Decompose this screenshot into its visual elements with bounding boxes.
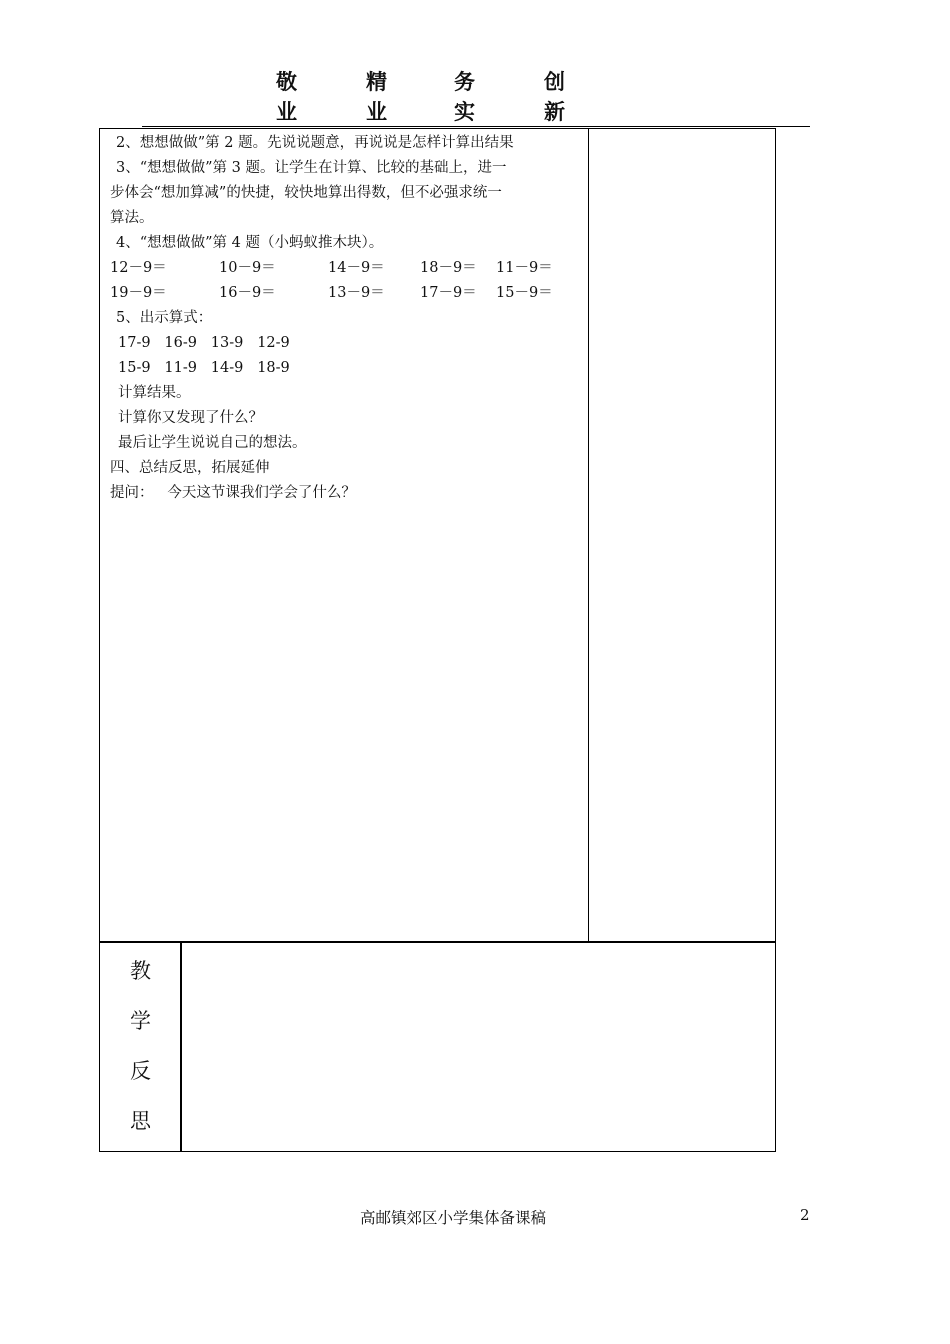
equation: 17－9＝ <box>420 285 477 301</box>
formulas-row-2: 15-9 11-9 14-9 18-9 <box>118 360 290 376</box>
equation: 11－9＝ <box>496 260 553 276</box>
item5-title: 5、出示算式： <box>116 310 213 326</box>
reflection-char: 学 <box>130 1009 151 1033</box>
header-word-3: 务实 <box>454 70 475 124</box>
footer-school: 高邮镇郊区小学集体备课稿 <box>360 1209 547 1227</box>
after-line-3: 最后让学生说说自己的想法。 <box>118 435 307 451</box>
reflection-char: 教 <box>130 959 151 983</box>
content-line-3: 步体会“想加算减”的快捷，较快地算出得数，但不必强求统一 <box>110 185 502 201</box>
equation: 15－9＝ <box>496 285 553 301</box>
equation: 13－9＝ <box>328 285 385 301</box>
after-line-1: 计算结果。 <box>118 385 191 401</box>
section-4-heading: 四、总结反思，拓展延伸 <box>110 460 270 476</box>
lesson-content-cell <box>100 129 589 941</box>
equation: 10－9＝ <box>219 260 276 276</box>
after-line-2: 计算你又发现了什么？ <box>118 410 263 426</box>
reflection-char: 思 <box>130 1109 151 1133</box>
header-word-4: 创新 <box>544 70 565 124</box>
reflection-label-cell <box>100 943 182 1151</box>
row-divider <box>100 941 775 943</box>
content-line-5: 4、“想想做做”第 4 题（小蚂蚁推木块）。 <box>116 235 384 251</box>
content-line-1: 2、想想做做”第 2 题。先说说题意，再说说是怎样计算出结果 <box>116 135 514 151</box>
equation: 12－9＝ <box>110 260 167 276</box>
lesson-table <box>99 128 776 1152</box>
content-line-2: 3、“想想做做”第 3 题。让学生在计算、比较的基础上，进一 <box>116 160 507 176</box>
equation: 19－9＝ <box>110 285 167 301</box>
equation: 18－9＝ <box>420 260 477 276</box>
question-line: 提问： 今天这节课我们学会了什么？ <box>110 485 356 501</box>
equation: 16－9＝ <box>219 285 276 301</box>
equation: 14－9＝ <box>328 260 385 276</box>
formulas-row-1: 17-9 16-9 13-9 12-9 <box>118 335 290 351</box>
page-number: 2 <box>800 1206 810 1224</box>
header-word-2: 精业 <box>366 70 387 124</box>
reflection-char: 反 <box>130 1059 151 1083</box>
content-line-4: 算法。 <box>110 210 154 226</box>
header-word-1: 敬业 <box>276 70 297 124</box>
header-rule <box>142 126 810 127</box>
